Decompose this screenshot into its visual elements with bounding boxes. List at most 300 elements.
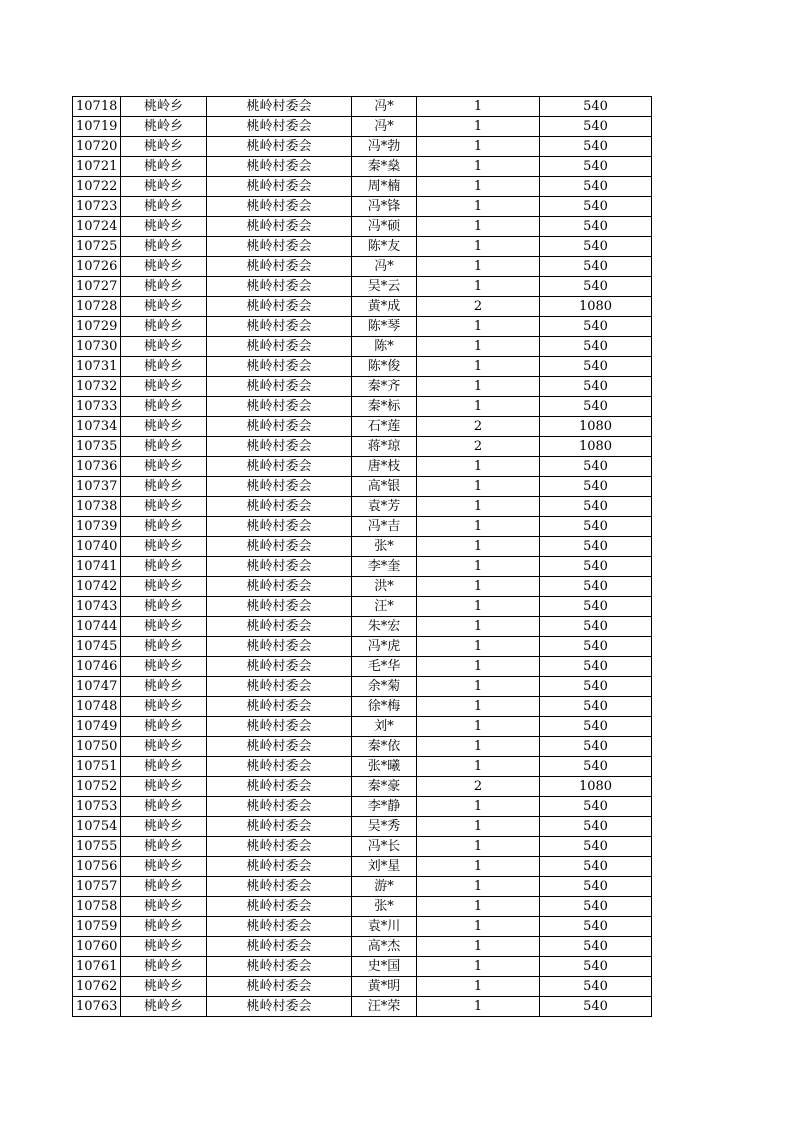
village-committee-cell: 桃岭村委会 xyxy=(207,617,352,637)
amount-cell: 540 xyxy=(540,637,652,657)
amount-cell: 540 xyxy=(540,817,652,837)
township-cell: 桃岭乡 xyxy=(121,137,207,157)
serial-number-cell: 10741 xyxy=(73,557,121,577)
amount-cell: 540 xyxy=(540,557,652,577)
household-count-cell: 2 xyxy=(417,437,540,457)
serial-number-cell: 10753 xyxy=(73,797,121,817)
amount-cell: 540 xyxy=(540,717,652,737)
amount-cell: 540 xyxy=(540,917,652,937)
serial-number-cell: 10720 xyxy=(73,137,121,157)
table-row xyxy=(73,737,652,757)
name-cell: 陈*友 xyxy=(352,237,417,257)
village-committee-cell: 桃岭村委会 xyxy=(207,97,352,117)
name-cell: 蒋*琼 xyxy=(352,437,417,457)
name-cell: 冯*虎 xyxy=(352,637,417,657)
serial-number-cell: 10719 xyxy=(73,117,121,137)
table-row xyxy=(73,337,652,357)
serial-number-cell: 10734 xyxy=(73,417,121,437)
household-count-cell: 1 xyxy=(417,637,540,657)
table-row xyxy=(73,797,652,817)
village-committee-cell: 桃岭村委会 xyxy=(207,557,352,577)
village-committee-cell: 桃岭村委会 xyxy=(207,737,352,757)
village-committee-cell: 桃岭村委会 xyxy=(207,577,352,597)
township-cell: 桃岭乡 xyxy=(121,657,207,677)
township-cell: 桃岭乡 xyxy=(121,977,207,997)
table-row xyxy=(73,757,652,777)
township-cell: 桃岭乡 xyxy=(121,857,207,877)
village-committee-cell: 桃岭村委会 xyxy=(207,117,352,137)
amount-cell: 1080 xyxy=(540,777,652,797)
table-row xyxy=(73,217,652,237)
name-cell: 冯* xyxy=(352,257,417,277)
household-count-cell: 1 xyxy=(417,97,540,117)
roster-table-body xyxy=(73,97,652,1017)
amount-cell: 540 xyxy=(540,757,652,777)
village-committee-cell: 桃岭村委会 xyxy=(207,177,352,197)
township-cell: 桃岭乡 xyxy=(121,457,207,477)
household-count-cell: 1 xyxy=(417,357,540,377)
table-row xyxy=(73,277,652,297)
serial-number-cell: 10722 xyxy=(73,177,121,197)
household-count-cell: 1 xyxy=(417,157,540,177)
village-committee-cell: 桃岭村委会 xyxy=(207,537,352,557)
township-cell: 桃岭乡 xyxy=(121,337,207,357)
serial-number-cell: 10763 xyxy=(73,997,121,1017)
table-row xyxy=(73,637,652,657)
township-cell: 桃岭乡 xyxy=(121,237,207,257)
serial-number-cell: 10732 xyxy=(73,377,121,397)
amount-cell: 540 xyxy=(540,277,652,297)
village-committee-cell: 桃岭村委会 xyxy=(207,997,352,1017)
household-count-cell: 1 xyxy=(417,717,540,737)
village-committee-cell: 桃岭村委会 xyxy=(207,597,352,617)
name-cell: 刘* xyxy=(352,717,417,737)
serial-number-cell: 10750 xyxy=(73,737,121,757)
village-committee-cell: 桃岭村委会 xyxy=(207,717,352,737)
name-cell: 洪* xyxy=(352,577,417,597)
name-cell: 吴*秀 xyxy=(352,817,417,837)
township-cell: 桃岭乡 xyxy=(121,197,207,217)
household-count-cell: 1 xyxy=(417,377,540,397)
township-cell: 桃岭乡 xyxy=(121,937,207,957)
table-row xyxy=(73,177,652,197)
village-committee-cell: 桃岭村委会 xyxy=(207,837,352,857)
name-cell: 吴*云 xyxy=(352,277,417,297)
name-cell: 汪*荣 xyxy=(352,997,417,1017)
serial-number-cell: 10723 xyxy=(73,197,121,217)
village-committee-cell: 桃岭村委会 xyxy=(207,517,352,537)
village-committee-cell: 桃岭村委会 xyxy=(207,497,352,517)
amount-cell: 540 xyxy=(540,537,652,557)
table-row xyxy=(73,257,652,277)
township-cell: 桃岭乡 xyxy=(121,317,207,337)
household-count-cell: 1 xyxy=(417,817,540,837)
table-row xyxy=(73,517,652,537)
amount-cell: 540 xyxy=(540,177,652,197)
household-count-cell: 1 xyxy=(417,277,540,297)
village-committee-cell: 桃岭村委会 xyxy=(207,437,352,457)
serial-number-cell: 10746 xyxy=(73,657,121,677)
township-cell: 桃岭乡 xyxy=(121,597,207,617)
serial-number-cell: 10735 xyxy=(73,437,121,457)
table-row xyxy=(73,997,652,1017)
table-row xyxy=(73,657,652,677)
household-count-cell: 1 xyxy=(417,237,540,257)
serial-number-cell: 10721 xyxy=(73,157,121,177)
table-row xyxy=(73,717,652,737)
village-committee-cell: 桃岭村委会 xyxy=(207,917,352,937)
amount-cell: 540 xyxy=(540,97,652,117)
name-cell: 徐*梅 xyxy=(352,697,417,717)
table-row xyxy=(73,477,652,497)
serial-number-cell: 10742 xyxy=(73,577,121,597)
table-row xyxy=(73,97,652,117)
name-cell: 冯*吉 xyxy=(352,517,417,537)
serial-number-cell: 10728 xyxy=(73,297,121,317)
village-committee-cell: 桃岭村委会 xyxy=(207,777,352,797)
township-cell: 桃岭乡 xyxy=(121,157,207,177)
serial-number-cell: 10744 xyxy=(73,617,121,637)
amount-cell: 540 xyxy=(540,877,652,897)
name-cell: 秦*标 xyxy=(352,397,417,417)
amount-cell: 540 xyxy=(540,977,652,997)
table-row xyxy=(73,157,652,177)
township-cell: 桃岭乡 xyxy=(121,297,207,317)
household-count-cell: 1 xyxy=(417,137,540,157)
amount-cell: 540 xyxy=(540,497,652,517)
village-committee-cell: 桃岭村委会 xyxy=(207,137,352,157)
table-row xyxy=(73,537,652,557)
household-count-cell: 1 xyxy=(417,337,540,357)
name-cell: 袁*川 xyxy=(352,917,417,937)
village-committee-cell: 桃岭村委会 xyxy=(207,977,352,997)
amount-cell: 540 xyxy=(540,237,652,257)
township-cell: 桃岭乡 xyxy=(121,517,207,537)
village-committee-cell: 桃岭村委会 xyxy=(207,337,352,357)
village-committee-cell: 桃岭村委会 xyxy=(207,477,352,497)
household-count-cell: 1 xyxy=(417,697,540,717)
household-count-cell: 1 xyxy=(417,457,540,477)
amount-cell: 540 xyxy=(540,337,652,357)
household-count-cell: 1 xyxy=(417,677,540,697)
household-count-cell: 1 xyxy=(417,117,540,137)
household-count-cell: 1 xyxy=(417,837,540,857)
amount-cell: 540 xyxy=(540,577,652,597)
household-count-cell: 2 xyxy=(417,777,540,797)
amount-cell: 540 xyxy=(540,797,652,817)
township-cell: 桃岭乡 xyxy=(121,777,207,797)
household-count-cell: 1 xyxy=(417,557,540,577)
household-count-cell: 1 xyxy=(417,497,540,517)
household-count-cell: 1 xyxy=(417,877,540,897)
name-cell: 秦*齐 xyxy=(352,377,417,397)
name-cell: 陈*琴 xyxy=(352,317,417,337)
table-row xyxy=(73,297,652,317)
amount-cell: 540 xyxy=(540,897,652,917)
township-cell: 桃岭乡 xyxy=(121,177,207,197)
village-committee-cell: 桃岭村委会 xyxy=(207,377,352,397)
household-count-cell: 1 xyxy=(417,977,540,997)
name-cell: 周*楠 xyxy=(352,177,417,197)
amount-cell: 540 xyxy=(540,517,652,537)
table-row xyxy=(73,377,652,397)
village-committee-cell: 桃岭村委会 xyxy=(207,237,352,257)
name-cell: 唐*枝 xyxy=(352,457,417,477)
amount-cell: 1080 xyxy=(540,437,652,457)
table-row xyxy=(73,697,652,717)
serial-number-cell: 10759 xyxy=(73,917,121,937)
village-committee-cell: 桃岭村委会 xyxy=(207,637,352,657)
village-committee-cell: 桃岭村委会 xyxy=(207,757,352,777)
amount-cell: 540 xyxy=(540,457,652,477)
household-count-cell: 1 xyxy=(417,537,540,557)
serial-number-cell: 10748 xyxy=(73,697,121,717)
household-count-cell: 1 xyxy=(417,257,540,277)
household-count-cell: 2 xyxy=(417,417,540,437)
village-committee-cell: 桃岭村委会 xyxy=(207,217,352,237)
table-row xyxy=(73,937,652,957)
township-cell: 桃岭乡 xyxy=(121,877,207,897)
township-cell: 桃岭乡 xyxy=(121,377,207,397)
table-row xyxy=(73,137,652,157)
serial-number-cell: 10731 xyxy=(73,357,121,377)
name-cell: 高*银 xyxy=(352,477,417,497)
table-row xyxy=(73,577,652,597)
table-row xyxy=(73,437,652,457)
serial-number-cell: 10737 xyxy=(73,477,121,497)
roster-table xyxy=(72,96,652,1017)
serial-number-cell: 10726 xyxy=(73,257,121,277)
household-count-cell: 1 xyxy=(417,197,540,217)
township-cell: 桃岭乡 xyxy=(121,697,207,717)
name-cell: 袁*芳 xyxy=(352,497,417,517)
serial-number-cell: 10736 xyxy=(73,457,121,477)
serial-number-cell: 10755 xyxy=(73,837,121,857)
township-cell: 桃岭乡 xyxy=(121,757,207,777)
township-cell: 桃岭乡 xyxy=(121,617,207,637)
name-cell: 冯* xyxy=(352,97,417,117)
name-cell: 毛*华 xyxy=(352,657,417,677)
name-cell: 陈*俊 xyxy=(352,357,417,377)
table-row xyxy=(73,237,652,257)
township-cell: 桃岭乡 xyxy=(121,637,207,657)
serial-number-cell: 10758 xyxy=(73,897,121,917)
serial-number-cell: 10725 xyxy=(73,237,121,257)
village-committee-cell: 桃岭村委会 xyxy=(207,877,352,897)
serial-number-cell: 10733 xyxy=(73,397,121,417)
amount-cell: 540 xyxy=(540,937,652,957)
table-row xyxy=(73,877,652,897)
household-count-cell: 1 xyxy=(417,757,540,777)
table-row xyxy=(73,817,652,837)
village-committee-cell: 桃岭村委会 xyxy=(207,417,352,437)
household-count-cell: 1 xyxy=(417,997,540,1017)
amount-cell: 540 xyxy=(540,737,652,757)
household-count-cell: 1 xyxy=(417,177,540,197)
village-committee-cell: 桃岭村委会 xyxy=(207,697,352,717)
amount-cell: 540 xyxy=(540,377,652,397)
township-cell: 桃岭乡 xyxy=(121,717,207,737)
table-row xyxy=(73,897,652,917)
table-row xyxy=(73,317,652,337)
village-committee-cell: 桃岭村委会 xyxy=(207,157,352,177)
table-row xyxy=(73,357,652,377)
village-committee-cell: 桃岭村委会 xyxy=(207,397,352,417)
village-committee-cell: 桃岭村委会 xyxy=(207,937,352,957)
household-count-cell: 1 xyxy=(417,217,540,237)
village-committee-cell: 桃岭村委会 xyxy=(207,257,352,277)
village-committee-cell: 桃岭村委会 xyxy=(207,657,352,677)
village-committee-cell: 桃岭村委会 xyxy=(207,677,352,697)
village-committee-cell: 桃岭村委会 xyxy=(207,897,352,917)
serial-number-cell: 10761 xyxy=(73,957,121,977)
table-row xyxy=(73,917,652,937)
amount-cell: 540 xyxy=(540,117,652,137)
township-cell: 桃岭乡 xyxy=(121,897,207,917)
serial-number-cell: 10751 xyxy=(73,757,121,777)
village-committee-cell: 桃岭村委会 xyxy=(207,357,352,377)
household-count-cell: 1 xyxy=(417,597,540,617)
village-committee-cell: 桃岭村委会 xyxy=(207,817,352,837)
name-cell: 冯* xyxy=(352,117,417,137)
township-cell: 桃岭乡 xyxy=(121,397,207,417)
township-cell: 桃岭乡 xyxy=(121,357,207,377)
table-row xyxy=(73,677,652,697)
name-cell: 汪* xyxy=(352,597,417,617)
household-count-cell: 1 xyxy=(417,737,540,757)
household-count-cell: 1 xyxy=(417,477,540,497)
household-count-cell: 1 xyxy=(417,397,540,417)
serial-number-cell: 10738 xyxy=(73,497,121,517)
amount-cell: 1080 xyxy=(540,297,652,317)
amount-cell: 540 xyxy=(540,137,652,157)
serial-number-cell: 10729 xyxy=(73,317,121,337)
serial-number-cell: 10754 xyxy=(73,817,121,837)
serial-number-cell: 10727 xyxy=(73,277,121,297)
household-count-cell: 2 xyxy=(417,297,540,317)
amount-cell: 540 xyxy=(540,157,652,177)
name-cell: 黄*成 xyxy=(352,297,417,317)
township-cell: 桃岭乡 xyxy=(121,557,207,577)
amount-cell: 540 xyxy=(540,857,652,877)
name-cell: 李*奎 xyxy=(352,557,417,577)
township-cell: 桃岭乡 xyxy=(121,417,207,437)
township-cell: 桃岭乡 xyxy=(121,577,207,597)
table-row xyxy=(73,977,652,997)
name-cell: 秦*依 xyxy=(352,737,417,757)
name-cell: 李*静 xyxy=(352,797,417,817)
serial-number-cell: 10739 xyxy=(73,517,121,537)
village-committee-cell: 桃岭村委会 xyxy=(207,457,352,477)
township-cell: 桃岭乡 xyxy=(121,217,207,237)
table-row xyxy=(73,837,652,857)
amount-cell: 540 xyxy=(540,997,652,1017)
amount-cell: 540 xyxy=(540,357,652,377)
table-row xyxy=(73,777,652,797)
serial-number-cell: 10762 xyxy=(73,977,121,997)
name-cell: 史*国 xyxy=(352,957,417,977)
township-cell: 桃岭乡 xyxy=(121,477,207,497)
amount-cell: 540 xyxy=(540,477,652,497)
village-committee-cell: 桃岭村委会 xyxy=(207,277,352,297)
household-count-cell: 1 xyxy=(417,917,540,937)
township-cell: 桃岭乡 xyxy=(121,737,207,757)
name-cell: 秦*豪 xyxy=(352,777,417,797)
name-cell: 高*杰 xyxy=(352,937,417,957)
name-cell: 冯*勃 xyxy=(352,137,417,157)
name-cell: 石*莲 xyxy=(352,417,417,437)
name-cell: 张*曦 xyxy=(352,757,417,777)
township-cell: 桃岭乡 xyxy=(121,537,207,557)
township-cell: 桃岭乡 xyxy=(121,497,207,517)
table-row xyxy=(73,457,652,477)
table-row xyxy=(73,397,652,417)
table-row xyxy=(73,417,652,437)
serial-number-cell: 10743 xyxy=(73,597,121,617)
township-cell: 桃岭乡 xyxy=(121,997,207,1017)
serial-number-cell: 10756 xyxy=(73,857,121,877)
serial-number-cell: 10730 xyxy=(73,337,121,357)
serial-number-cell: 10760 xyxy=(73,937,121,957)
village-committee-cell: 桃岭村委会 xyxy=(207,297,352,317)
table-row xyxy=(73,957,652,977)
amount-cell: 540 xyxy=(540,837,652,857)
table-row xyxy=(73,857,652,877)
household-count-cell: 1 xyxy=(417,797,540,817)
household-count-cell: 1 xyxy=(417,617,540,637)
serial-number-cell: 10740 xyxy=(73,537,121,557)
name-cell: 冯*硕 xyxy=(352,217,417,237)
name-cell: 冯*锋 xyxy=(352,197,417,217)
amount-cell: 540 xyxy=(540,217,652,237)
township-cell: 桃岭乡 xyxy=(121,817,207,837)
township-cell: 桃岭乡 xyxy=(121,277,207,297)
amount-cell: 540 xyxy=(540,697,652,717)
serial-number-cell: 10752 xyxy=(73,777,121,797)
township-cell: 桃岭乡 xyxy=(121,917,207,937)
table-row xyxy=(73,557,652,577)
table-row xyxy=(73,617,652,637)
amount-cell: 540 xyxy=(540,317,652,337)
name-cell: 张* xyxy=(352,537,417,557)
table-row xyxy=(73,197,652,217)
table-row xyxy=(73,117,652,137)
village-committee-cell: 桃岭村委会 xyxy=(207,317,352,337)
name-cell: 冯*长 xyxy=(352,837,417,857)
name-cell: 刘*星 xyxy=(352,857,417,877)
table-row xyxy=(73,597,652,617)
amount-cell: 540 xyxy=(540,257,652,277)
name-cell: 黄*明 xyxy=(352,977,417,997)
township-cell: 桃岭乡 xyxy=(121,97,207,117)
amount-cell: 540 xyxy=(540,197,652,217)
household-count-cell: 1 xyxy=(417,957,540,977)
name-cell: 余*菊 xyxy=(352,677,417,697)
name-cell: 游* xyxy=(352,877,417,897)
table-row xyxy=(73,497,652,517)
amount-cell: 1080 xyxy=(540,417,652,437)
amount-cell: 540 xyxy=(540,957,652,977)
township-cell: 桃岭乡 xyxy=(121,957,207,977)
household-count-cell: 1 xyxy=(417,577,540,597)
household-count-cell: 1 xyxy=(417,937,540,957)
township-cell: 桃岭乡 xyxy=(121,677,207,697)
amount-cell: 540 xyxy=(540,677,652,697)
amount-cell: 540 xyxy=(540,597,652,617)
household-count-cell: 1 xyxy=(417,657,540,677)
amount-cell: 540 xyxy=(540,657,652,677)
village-committee-cell: 桃岭村委会 xyxy=(207,197,352,217)
